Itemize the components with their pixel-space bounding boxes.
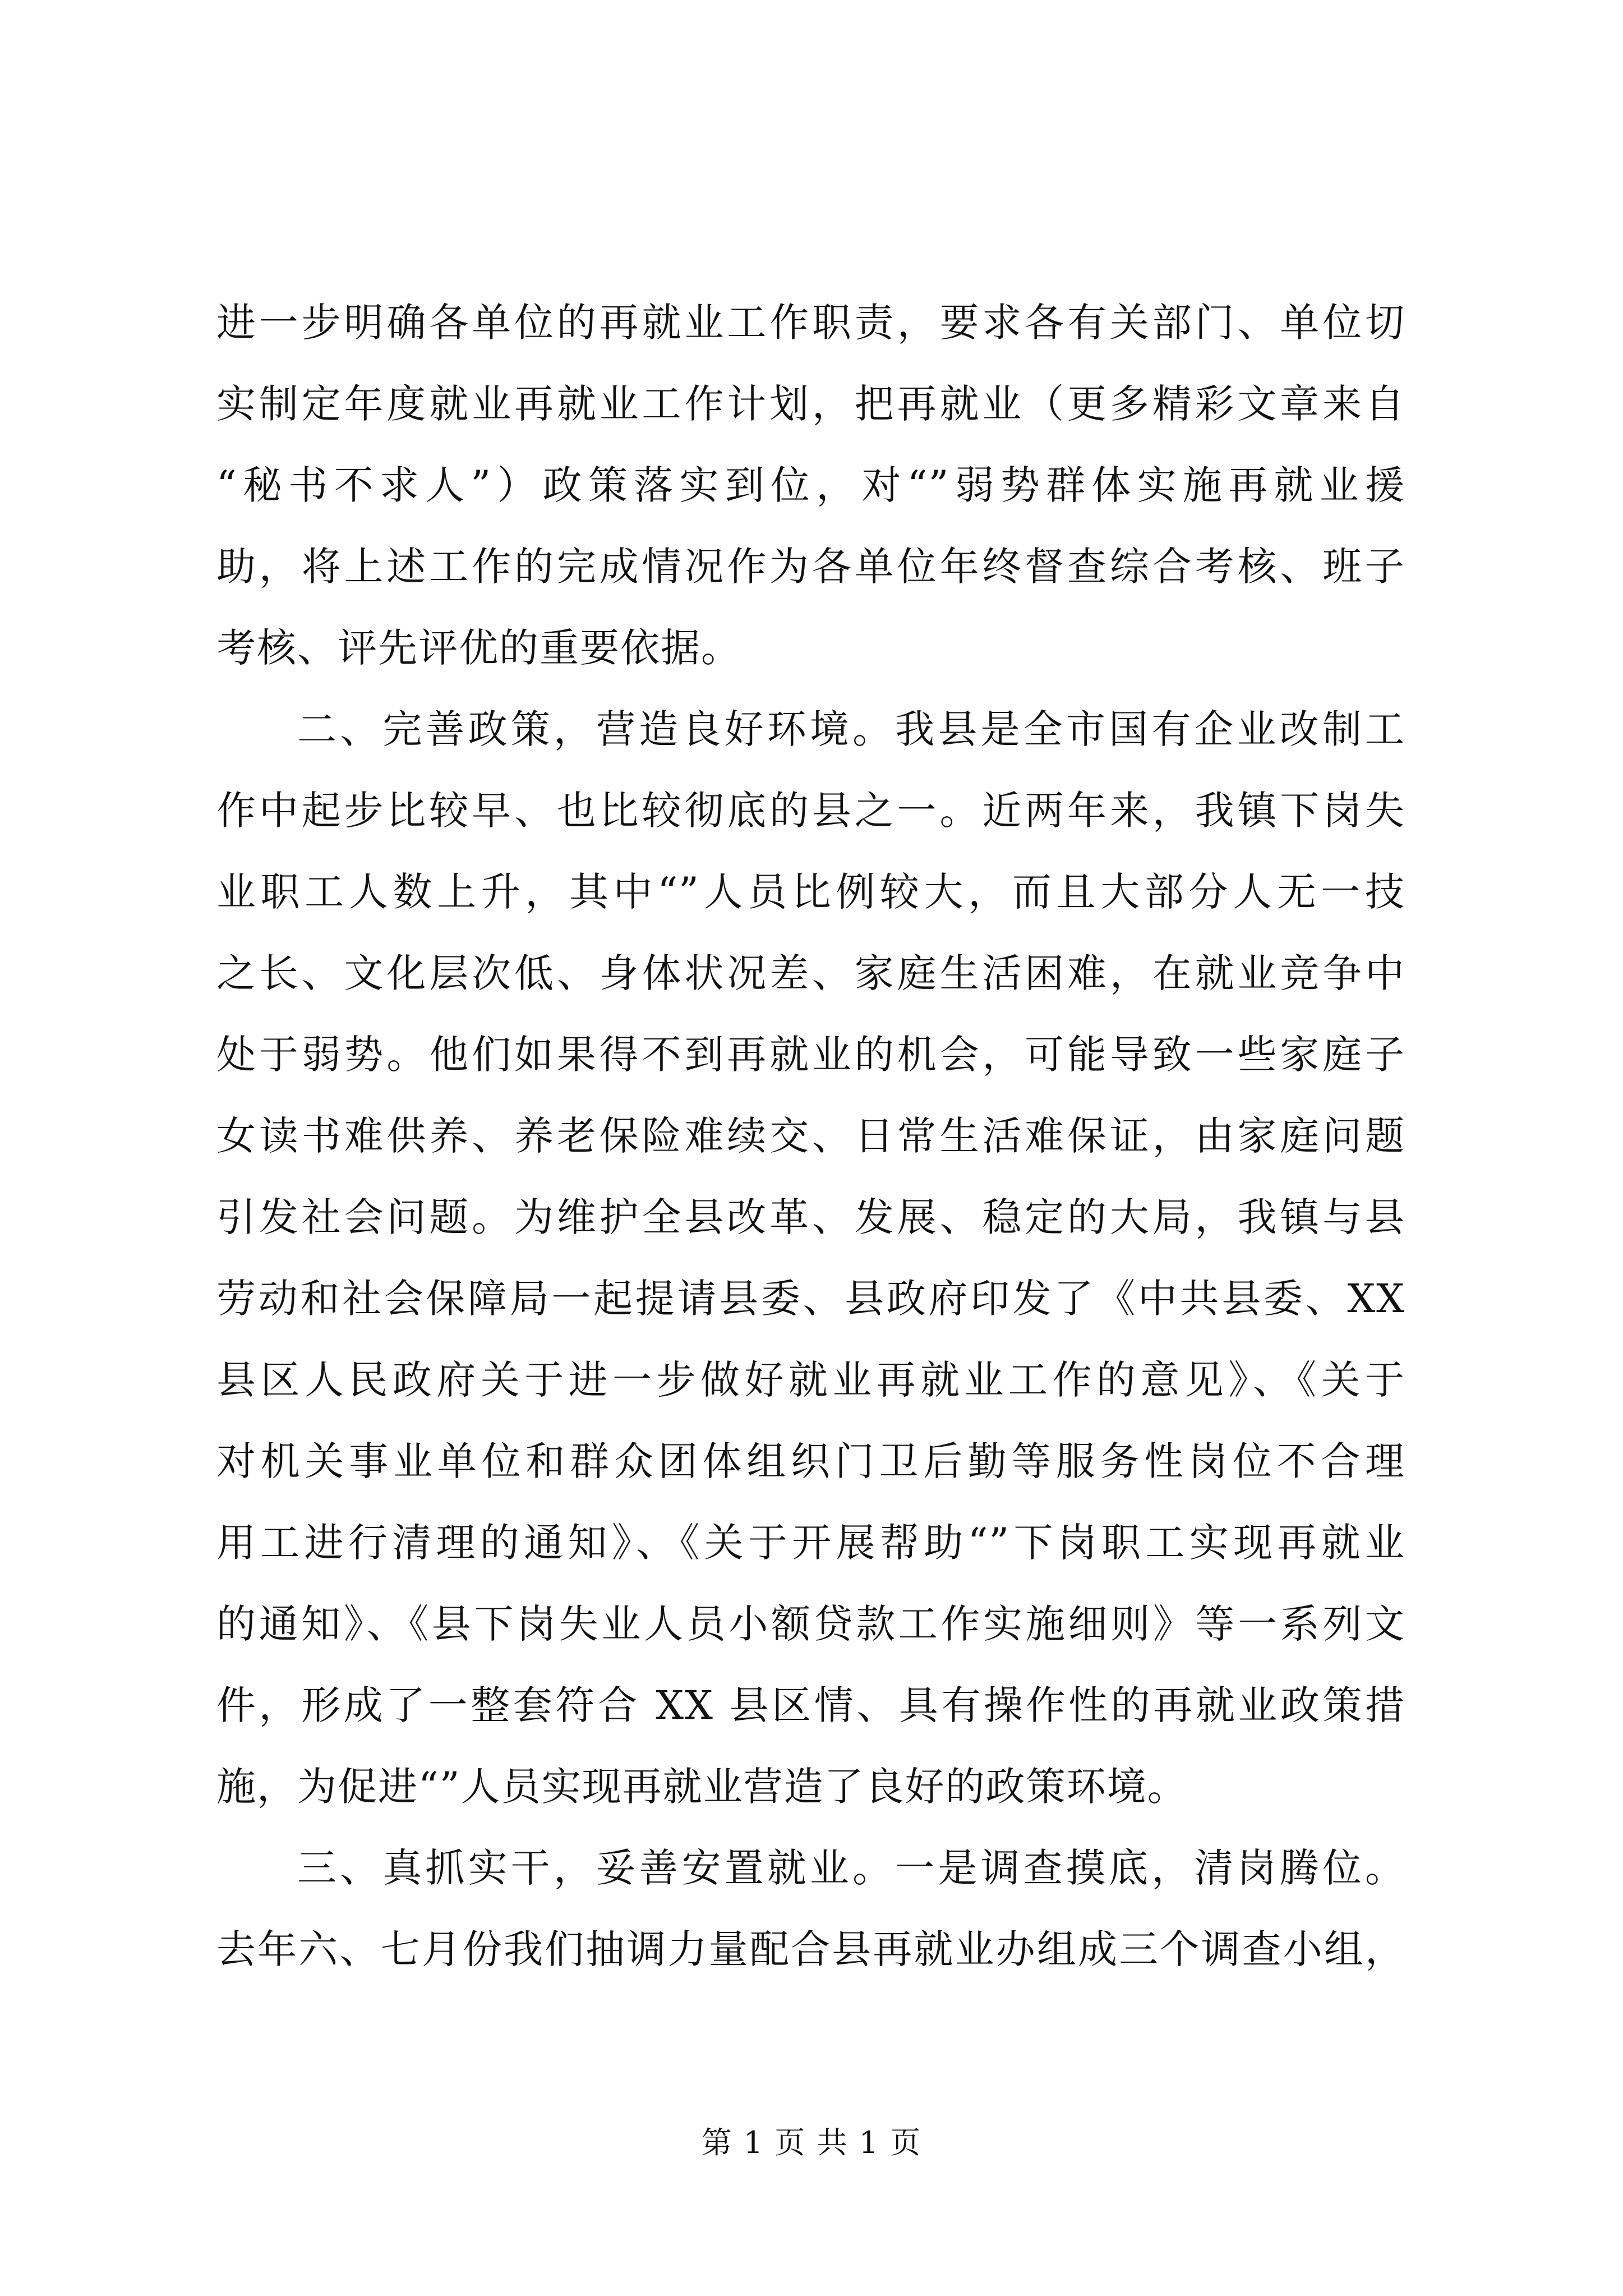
text-line: 处于弱势。他们如果得不到再就业的机会，可能导致一些家庭子 <box>216 1032 1405 1078</box>
text-line: 之长、文化层次低、身体状况差、家庭生活困难，在就业竞争中 <box>216 950 1405 996</box>
text-line: 劳动和社会保障局一起提请县委、县政府印发了《中共县委、XX <box>216 1276 1405 1322</box>
text-line: 考核、评先评优的重要依据。 <box>216 625 741 671</box>
text-line: 件，形成了一整套符合 XX 县区情、具有操作性的再就业政策措 <box>216 1682 1405 1728</box>
text-line: 的通知》、《县下岗失业人员小额贷款工作实施细则》等一系列文 <box>216 1601 1405 1647</box>
page-footer: 第 1 页 共 1 页 <box>701 2125 922 2160</box>
text-line: “秘书不求人”）政策落实到位，对“”弱势群体实施再就业援 <box>216 462 1405 508</box>
text-line: 用工进行清理的通知》、《关于开展帮助“”下岗职工实现再就业 <box>216 1520 1405 1566</box>
text-line: 引发社会问题。为维护全县改革、发展、稳定的大局，我镇与县 <box>216 1194 1405 1240</box>
text-line: 进一步明确各单位的再就业工作职责，要求各有关部门、单位切 <box>216 300 1405 346</box>
text-line: 实制定年度就业再就业工作计划，把再就业（更多精彩文章来自 <box>216 381 1405 427</box>
text-line: 县区人民政府关于进一步做好就业再就业工作的意见》、《关于 <box>216 1357 1405 1403</box>
text-line: 助，将上述工作的完成情况作为各单位年终督查综合考核、班子 <box>216 544 1405 590</box>
text-line: 业职工人数上升，其中“”人员比例较大，而且大部分人无一技 <box>216 869 1405 915</box>
paragraph-first-line: 二、完善政策，营造良好环境。我县是全市国有企业改制工 <box>297 706 1405 752</box>
paragraph-first-line: 三、真抓实干，妥善安置就业。一是调查摸底，清岗腾位。 <box>297 1845 1405 1891</box>
text-line: 施，为促进“”人员实现再就业营造了良好的政策环境。 <box>216 1764 1188 1810</box>
text-line: 女读书难供养、养老保险难续交、日常生活难保证，由家庭问题 <box>216 1113 1405 1159</box>
text-line: 作中起步比较早、也比较彻底的县之一。近两年来，我镇下岗失 <box>216 788 1405 834</box>
text-line: 去年六、七月份我们抽调力量配合县再就业办组成三个调查小组， <box>216 1926 1405 1972</box>
text-line: 对机关事业单位和群众团体组织门卫后勤等服务性岗位不合理 <box>216 1438 1405 1484</box>
